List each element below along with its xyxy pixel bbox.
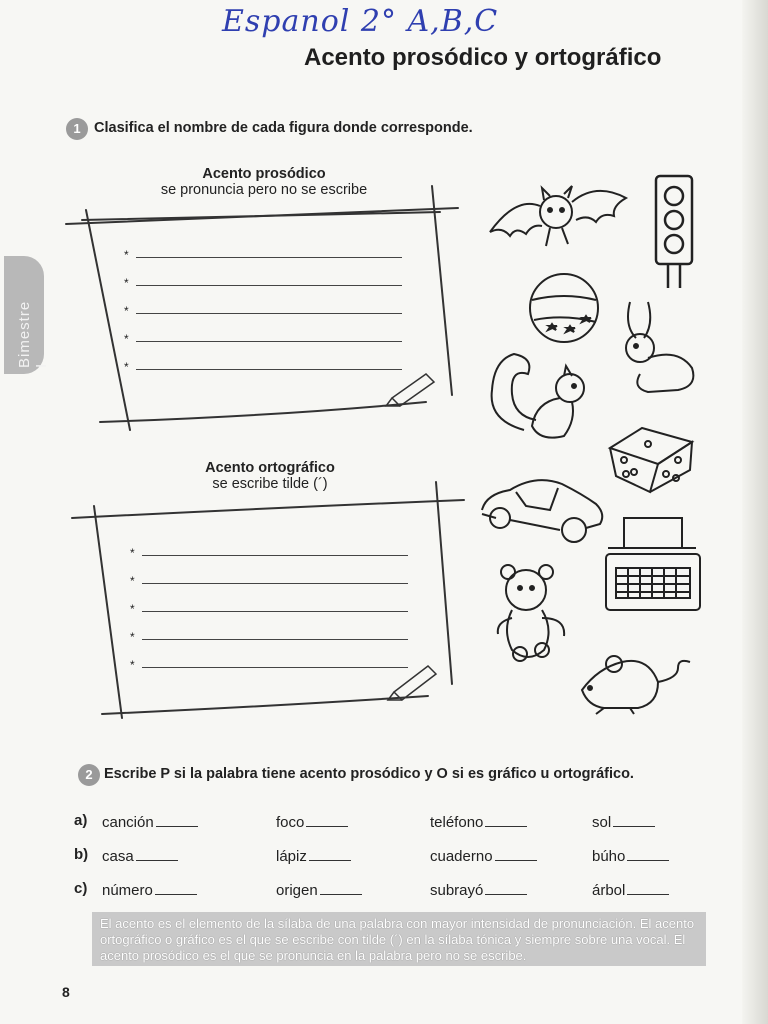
word-text: número xyxy=(102,882,153,899)
answer-blank[interactable] xyxy=(627,880,669,895)
handwritten-class-note: Espanol 2° A,B,C xyxy=(222,4,499,39)
squirrel-icon xyxy=(484,350,594,446)
prosodic-subheading: se pronuncia pero no se escribe xyxy=(160,182,368,198)
word-item xyxy=(276,812,348,831)
bullet: * xyxy=(130,546,135,560)
list-item xyxy=(124,302,410,330)
exercise-2-instruction: Escribe P si la palabra tiene acento prosódico y O si es gráfico u ortográfico. xyxy=(104,766,634,782)
bullet: * xyxy=(124,248,129,262)
answer-blank[interactable] xyxy=(309,846,351,861)
teddy-bear-icon xyxy=(492,560,574,668)
word-item xyxy=(430,846,537,865)
side-tab-label: Bimestre I xyxy=(16,300,50,368)
word-item xyxy=(276,846,351,865)
word-item xyxy=(430,880,527,899)
answer-line[interactable] xyxy=(142,638,408,640)
word-text: sol xyxy=(592,814,612,831)
bullet: * xyxy=(130,602,135,616)
page-title: Acento prosódico y ortográfico xyxy=(304,44,662,71)
word-text: cuaderno xyxy=(430,848,493,865)
answer-blank[interactable] xyxy=(485,812,527,827)
list-item xyxy=(124,358,410,386)
list-item xyxy=(130,544,416,572)
answer-blank[interactable] xyxy=(320,880,362,895)
row-letter: c) xyxy=(74,880,88,897)
exercise-2-grid xyxy=(74,812,714,914)
word-text: teléfono xyxy=(430,814,484,831)
answer-blank[interactable] xyxy=(613,812,655,827)
prosodic-heading: Acento prosódico xyxy=(202,166,326,182)
exercise-1-instruction: Clasifica el nombre de cada figura donde corresponde. xyxy=(94,120,473,136)
definition-note: El acento es el elemento de la sílaba de una palabra con mayor intensidad de pronunciación. El acento ortográfico o gráfico es el que se escribe con tilde (´) en la sílaba tónica y siempre sobre una vocal. El acento prosódico es el que se pronuncia en la palabra pero no se escribe. xyxy=(92,912,706,966)
answer-blank[interactable] xyxy=(155,880,197,895)
answer-blank[interactable] xyxy=(495,846,537,861)
answer-line[interactable] xyxy=(142,582,408,584)
bat-icon xyxy=(486,176,630,256)
row-letter: a) xyxy=(74,812,88,829)
word-text: subrayó xyxy=(430,882,484,899)
word-item xyxy=(592,812,655,831)
list-item xyxy=(124,246,410,274)
word-item xyxy=(276,880,362,899)
traffic-light-icon xyxy=(652,174,698,290)
list-item xyxy=(130,656,416,684)
answer-line[interactable] xyxy=(142,666,408,668)
exercise-2-badge: 2 xyxy=(78,764,100,786)
answer-blank[interactable] xyxy=(306,812,348,827)
exercise-1-badge: 1 xyxy=(66,118,88,140)
bullet: * xyxy=(124,332,129,346)
row-letter: b) xyxy=(74,846,89,863)
bullet: * xyxy=(124,360,129,374)
word-text: origen xyxy=(276,882,318,899)
answer-line[interactable] xyxy=(136,340,402,342)
answer-blank[interactable] xyxy=(627,846,669,861)
list-item xyxy=(124,330,410,358)
answer-line[interactable] xyxy=(136,312,402,314)
orthographic-heading: Acento ortográfico xyxy=(205,460,335,476)
answer-blank[interactable] xyxy=(485,880,527,895)
bullet: * xyxy=(124,276,129,290)
word-item xyxy=(102,812,198,831)
word-text: árbol xyxy=(592,882,626,899)
prosodic-answer-list xyxy=(124,246,410,386)
list-item xyxy=(130,628,416,656)
answer-line[interactable] xyxy=(136,284,402,286)
word-item xyxy=(102,880,197,899)
side-tab xyxy=(4,256,50,374)
answer-line[interactable] xyxy=(136,368,402,370)
word-item xyxy=(592,846,669,865)
page-edge-shadow xyxy=(742,0,768,1024)
word-item xyxy=(592,880,669,899)
answer-blank[interactable] xyxy=(156,812,198,827)
typewriter-icon xyxy=(602,514,702,614)
list-item xyxy=(130,572,416,600)
answer-line[interactable] xyxy=(142,610,408,612)
exercise-row xyxy=(74,812,714,846)
word-text: lápiz xyxy=(276,848,307,865)
word-item xyxy=(430,812,527,831)
word-text: canción xyxy=(102,814,154,831)
word-item xyxy=(102,846,178,865)
bullet: * xyxy=(130,574,135,588)
bullet: * xyxy=(124,304,129,318)
dice-icon xyxy=(606,422,696,496)
word-text: casa xyxy=(102,848,134,865)
word-text: foco xyxy=(276,814,305,831)
car-icon xyxy=(476,470,608,546)
orthographic-answer-list xyxy=(130,544,416,684)
answer-blank[interactable] xyxy=(136,846,178,861)
exercise-row xyxy=(74,880,714,914)
rabbit-icon xyxy=(618,298,702,398)
orthographic-subheading: se escribe tilde (´) xyxy=(212,476,328,492)
page-number: 8 xyxy=(62,984,70,1000)
answer-line[interactable] xyxy=(136,256,402,258)
list-item xyxy=(124,274,410,302)
bullet: * xyxy=(130,630,135,644)
answer-line[interactable] xyxy=(142,554,408,556)
mouse-icon xyxy=(578,648,700,716)
exercise-row xyxy=(74,846,714,880)
list-item xyxy=(130,600,416,628)
ball-icon xyxy=(526,270,602,346)
bullet: * xyxy=(130,658,135,672)
word-text: búho xyxy=(592,848,626,865)
